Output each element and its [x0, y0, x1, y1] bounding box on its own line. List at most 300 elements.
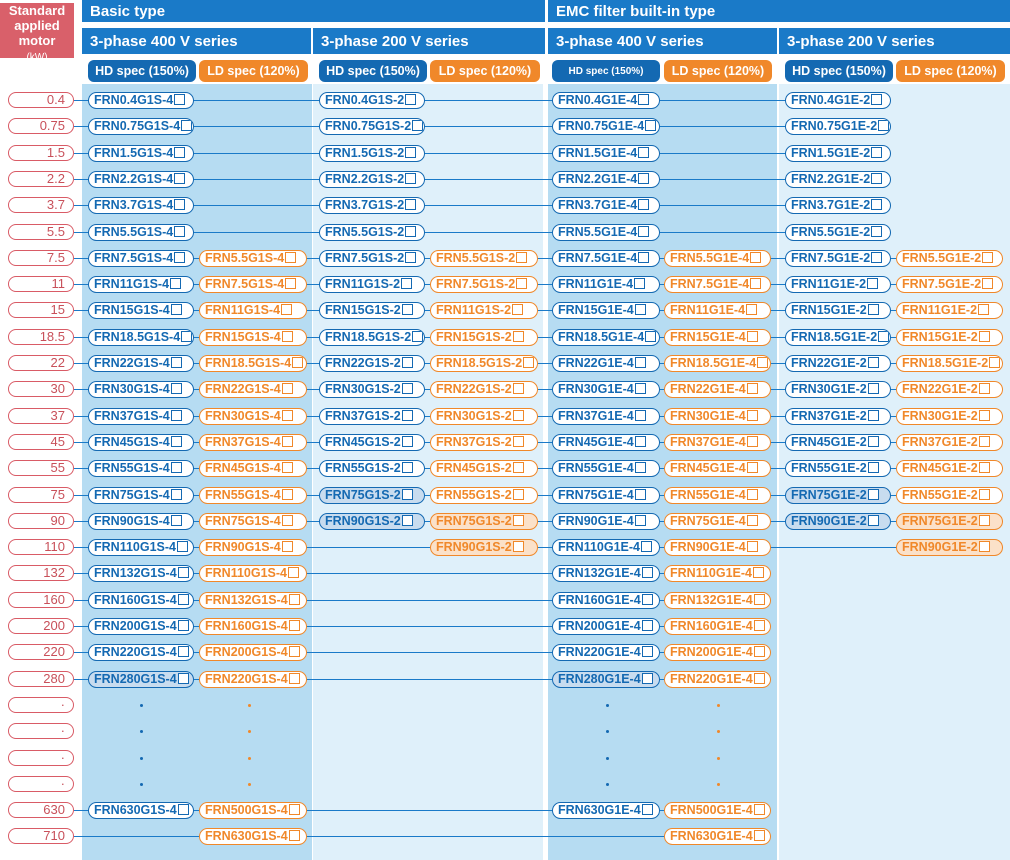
model-name: FRN45G1S-4: [205, 461, 281, 475]
model-name: FRN5.5G1S-4: [94, 225, 174, 239]
ld-model-pill: [199, 671, 307, 688]
model-name: FRN18.5G1E-2: [791, 330, 878, 344]
model-name: FRN0.4G1E-2: [791, 93, 871, 107]
ld-model-pill: [664, 302, 771, 319]
hd-model-pill: [785, 250, 891, 267]
option-box-icon: [754, 620, 765, 631]
option-box-icon: [979, 515, 990, 526]
model-name: FRN220G1E-4: [558, 645, 641, 659]
motor-kw-label: ·: [8, 697, 74, 713]
motor-kw-label: ·: [8, 723, 74, 739]
hd-model-pill: [785, 302, 891, 319]
continuation-dot-icon: [606, 730, 609, 733]
hd-model-pill: [552, 250, 660, 267]
hd-model-pill: [319, 434, 425, 451]
ld-model-pill: [896, 355, 1003, 372]
option-box-icon: [642, 804, 653, 815]
option-box-icon: [282, 515, 293, 526]
model-name: FRN7.5G1E-4: [558, 251, 638, 265]
series-basic-400: 3-phase 400 V series: [82, 28, 311, 54]
option-box-icon: [645, 120, 656, 131]
option-box-icon: [401, 278, 412, 289]
option-box-icon: [288, 567, 299, 578]
option-box-icon: [405, 226, 416, 237]
model-name: FRN22G1S-4: [205, 382, 281, 396]
hd-model-pill: [552, 276, 660, 293]
option-box-icon: [979, 462, 990, 473]
row-connector-line: [74, 232, 891, 233]
model-name: FRN55G1E-4: [558, 461, 634, 475]
option-box-icon: [402, 489, 413, 500]
hd-model-pill: [319, 513, 425, 530]
model-name: FRN30G1E-2: [791, 382, 867, 396]
motor-kw-label: 630: [8, 802, 74, 818]
option-box-icon: [982, 252, 993, 263]
option-box-icon: [635, 515, 646, 526]
hd-model-pill: [552, 618, 660, 635]
ld-model-pill: [430, 539, 538, 556]
model-name: FRN5.5G1S-4: [205, 251, 285, 265]
option-box-icon: [868, 304, 879, 315]
ld-model-pill: [896, 487, 1003, 504]
option-box-icon: [642, 594, 653, 605]
model-name: FRN18.5G1S-2: [436, 356, 523, 370]
hd-model-pill: [319, 355, 425, 372]
option-box-icon: [402, 304, 413, 315]
hd-model-pill: [552, 355, 660, 372]
hd-model-pill: [88, 592, 194, 609]
ld-model-pill: [664, 828, 771, 845]
option-box-icon: [512, 304, 523, 315]
option-box-icon: [753, 567, 764, 578]
continuation-dot-icon: [140, 757, 143, 760]
hd-model-pill: [552, 592, 660, 609]
option-box-icon: [754, 646, 765, 657]
model-name: FRN90G1E-2: [791, 514, 867, 528]
option-box-icon: [871, 147, 882, 158]
model-name: FRN5.5G1S-2: [436, 251, 516, 265]
ld-model-pill: [664, 460, 771, 477]
model-name: FRN3.7G1E-2: [791, 198, 871, 212]
option-box-icon: [402, 515, 413, 526]
model-name: FRN2.2G1S-4: [94, 172, 174, 186]
hd-spec-badge: HD spec (150%): [552, 60, 660, 82]
model-name: FRN200G1E-4: [670, 645, 753, 659]
model-name: FRN45G1S-2: [436, 461, 512, 475]
model-name: FRN18.5G1S-4: [205, 356, 292, 370]
motor-kw-label: 18.5: [8, 329, 74, 345]
ld-model-pill: [430, 513, 538, 530]
option-box-icon: [178, 594, 189, 605]
model-name: FRN45G1S-4: [94, 435, 170, 449]
option-box-icon: [747, 436, 758, 447]
option-box-icon: [174, 147, 185, 158]
model-name: FRN7.5G1E-2: [902, 277, 982, 291]
hd-model-pill: [319, 224, 425, 241]
model-name: FRN22G1S-2: [325, 356, 401, 370]
option-box-icon: [747, 383, 758, 394]
model-name: FRN22G1E-2: [902, 382, 978, 396]
model-name: FRN0.75G1S-2: [325, 119, 412, 133]
model-name: FRN220G1S-4: [94, 645, 177, 659]
option-box-icon: [405, 252, 416, 263]
hd-model-pill: [785, 408, 891, 425]
hd-model-pill: [88, 92, 194, 109]
option-box-icon: [979, 383, 990, 394]
option-box-icon: [174, 94, 185, 105]
hd-model-pill: [88, 171, 194, 188]
option-box-icon: [402, 462, 413, 473]
option-box-icon: [747, 489, 758, 500]
model-name: FRN500G1S-4: [205, 803, 288, 817]
model-name: FRN15G1E-2: [902, 330, 978, 344]
model-name: FRN45G1E-2: [791, 435, 867, 449]
option-box-icon: [402, 436, 413, 447]
motor-kw-label: 45: [8, 434, 74, 450]
ld-model-pill: [199, 592, 307, 609]
option-box-icon: [979, 489, 990, 500]
ld-model-pill: [430, 276, 538, 293]
row-connector-line: [74, 100, 891, 101]
option-box-icon: [289, 646, 300, 657]
ld-model-pill: [199, 276, 307, 293]
model-name: FRN0.4G1E-4: [558, 93, 638, 107]
option-box-icon: [638, 199, 649, 210]
option-box-icon: [405, 147, 416, 158]
model-name: FRN75G1S-4: [205, 514, 281, 528]
option-box-icon: [412, 331, 423, 342]
hd-model-pill: [785, 197, 891, 214]
model-name: FRN55G1E-2: [902, 488, 978, 502]
option-box-icon: [878, 120, 889, 131]
option-box-icon: [645, 331, 656, 342]
option-box-icon: [181, 120, 192, 131]
model-name: FRN45G1E-4: [670, 461, 746, 475]
model-name: FRN22G1S-2: [436, 382, 512, 396]
option-box-icon: [516, 252, 527, 263]
hd-model-pill: [552, 565, 660, 582]
model-name: FRN5.5G1E-2: [791, 225, 871, 239]
option-box-icon: [282, 541, 293, 552]
hd-model-pill: [88, 197, 194, 214]
hd-model-pill: [552, 644, 660, 661]
model-name: FRN1.5G1E-4: [558, 146, 638, 160]
option-box-icon: [282, 462, 293, 473]
model-name: FRN2.2G1E-4: [558, 172, 638, 186]
hd-model-pill: [88, 802, 194, 819]
hd-model-pill: [552, 224, 660, 241]
option-box-icon: [754, 804, 765, 815]
motor-kw-label: 280: [8, 671, 74, 687]
model-name: FRN0.4G1S-2: [325, 93, 405, 107]
model-name: FRN37G1S-4: [94, 409, 170, 423]
option-box-icon: [871, 94, 882, 105]
ld-model-pill: [664, 513, 771, 530]
model-name: FRN0.75G1E-2: [791, 119, 878, 133]
option-box-icon: [641, 541, 652, 552]
option-box-icon: [171, 462, 182, 473]
hd-model-pill: [88, 250, 194, 267]
model-name: FRN1.5G1E-2: [791, 146, 871, 160]
hd-model-pill: [88, 618, 194, 635]
option-box-icon: [635, 489, 646, 500]
option-box-icon: [292, 357, 303, 368]
series-emc-200: 3-phase 200 V series: [779, 28, 1010, 54]
model-name: FRN5.5G1E-2: [902, 251, 982, 265]
motor-kw-label: 15: [8, 302, 74, 318]
model-name: FRN30G1E-2: [902, 409, 978, 423]
model-name: FRN75G1E-2: [902, 514, 978, 528]
model-name: FRN75G1E-2: [791, 488, 867, 502]
model-name: FRN18.5G1E-2: [902, 356, 989, 370]
model-name: FRN90G1E-2: [902, 540, 978, 554]
model-name: FRN30G1S-4: [205, 409, 281, 423]
hd-model-pill: [552, 460, 660, 477]
row-connector-line: [74, 153, 891, 154]
hd-model-pill: [319, 408, 425, 425]
ld-model-pill: [430, 302, 538, 319]
ld-model-pill: [664, 644, 771, 661]
option-box-icon: [747, 541, 758, 552]
hd-model-pill: [552, 118, 660, 135]
model-name: FRN200G1S-4: [205, 645, 288, 659]
option-box-icon: [171, 304, 182, 315]
hd-model-pill: [319, 302, 425, 319]
hd-model-pill: [88, 539, 194, 556]
model-name: FRN0.4G1S-4: [94, 93, 174, 107]
hd-model-pill: [319, 487, 425, 504]
option-box-icon: [747, 515, 758, 526]
model-name: FRN18.5G1E-4: [670, 356, 757, 370]
ld-model-pill: [664, 565, 771, 582]
model-name: FRN75G1S-2: [436, 514, 512, 528]
ld-model-pill: [664, 250, 771, 267]
hd-model-pill: [785, 460, 891, 477]
model-name: FRN160G1S-4: [94, 593, 177, 607]
hd-model-pill: [785, 92, 891, 109]
option-box-icon: [402, 357, 413, 368]
continuation-dot-icon: [140, 730, 143, 733]
ld-model-pill: [199, 618, 307, 635]
option-box-icon: [747, 462, 758, 473]
model-name: FRN22G1E-4: [670, 382, 746, 396]
model-name: FRN7.5G1E-4: [670, 277, 750, 291]
basic-type-header: Basic type: [82, 0, 545, 22]
model-name: FRN30G1S-4: [94, 382, 170, 396]
model-name: FRN15G1E-2: [791, 303, 867, 317]
motor-kw-label: 132: [8, 565, 74, 581]
model-name: FRN5.5G1E-4: [670, 251, 750, 265]
option-box-icon: [868, 462, 879, 473]
model-name: FRN30G1S-2: [325, 382, 401, 396]
model-name: FRN37G1E-4: [558, 409, 634, 423]
ld-model-pill: [430, 408, 538, 425]
hd-model-pill: [552, 197, 660, 214]
hd-model-pill: [319, 329, 425, 346]
ld-model-pill: [199, 802, 307, 819]
ld-model-pill: [664, 802, 771, 819]
option-box-icon: [871, 226, 882, 237]
hd-model-pill: [785, 434, 891, 451]
model-name: FRN75G1S-2: [325, 488, 401, 502]
hd-model-pill: [552, 381, 660, 398]
option-box-icon: [638, 173, 649, 184]
ld-model-pill: [664, 276, 771, 293]
option-box-icon: [174, 252, 185, 263]
motor-kw-label: 160: [8, 592, 74, 608]
ld-model-pill: [199, 302, 307, 319]
hd-model-pill: [785, 224, 891, 241]
motor-kw-label: 30: [8, 381, 74, 397]
ld-model-pill: [199, 487, 307, 504]
option-box-icon: [171, 489, 182, 500]
ld-model-pill: [664, 408, 771, 425]
model-name: FRN110G1S-4: [94, 540, 176, 554]
model-name: FRN15G1S-2: [436, 330, 512, 344]
hd-model-pill: [319, 197, 425, 214]
model-name: FRN22G1S-4: [94, 356, 170, 370]
option-box-icon: [174, 173, 185, 184]
hd-model-pill: [88, 302, 194, 319]
hd-model-pill: [785, 329, 891, 346]
series-emc-400: 3-phase 400 V series: [548, 28, 777, 54]
option-box-icon: [638, 147, 649, 158]
model-name: FRN110G1E-4: [670, 566, 752, 580]
model-name: FRN55G1E-2: [791, 461, 867, 475]
option-box-icon: [285, 278, 296, 289]
option-box-icon: [634, 278, 645, 289]
series-basic-200: 3-phase 200 V series: [313, 28, 545, 54]
standard-applied-motor-header: Standard applied motor (kW): [0, 3, 74, 58]
model-name: FRN7.5G1E-2: [791, 251, 871, 265]
option-box-icon: [642, 567, 653, 578]
option-box-icon: [282, 436, 293, 447]
option-box-icon: [746, 304, 757, 315]
option-box-icon: [989, 357, 1000, 368]
ld-model-pill: [896, 250, 1003, 267]
option-box-icon: [405, 199, 416, 210]
hd-model-pill: [88, 644, 194, 661]
model-name: FRN75G1S-4: [94, 488, 170, 502]
option-box-icon: [513, 383, 524, 394]
hd-model-pill: [785, 145, 891, 162]
motor-kw-label: ·: [8, 750, 74, 766]
option-box-icon: [635, 462, 646, 473]
option-box-icon: [750, 278, 761, 289]
model-name: FRN45G1E-2: [902, 461, 978, 475]
option-box-icon: [285, 252, 296, 263]
model-name: FRN37G1E-4: [670, 435, 746, 449]
option-box-icon: [754, 673, 765, 684]
hd-spec-badge: HD spec (150%): [785, 60, 893, 82]
ld-model-pill: [199, 250, 307, 267]
model-name: FRN15G1S-4: [94, 303, 170, 317]
ld-model-pill: [664, 434, 771, 451]
hd-model-pill: [88, 145, 194, 162]
model-name: FRN55G1S-2: [436, 488, 512, 502]
continuation-dot-icon: [717, 783, 720, 786]
ld-model-pill: [199, 381, 307, 398]
model-name: FRN15G1S-4: [205, 330, 281, 344]
option-box-icon: [170, 278, 181, 289]
ld-model-pill: [664, 592, 771, 609]
ld-model-pill: [896, 539, 1003, 556]
hd-model-pill: [552, 329, 660, 346]
motor-kw-label: 3.7: [8, 197, 74, 213]
hd-model-pill: [88, 118, 194, 135]
ld-model-pill: [430, 381, 538, 398]
hd-model-pill: [88, 329, 194, 346]
option-box-icon: [638, 94, 649, 105]
option-box-icon: [638, 226, 649, 237]
hd-model-pill: [552, 302, 660, 319]
model-name: FRN2.2G1S-2: [325, 172, 405, 186]
hd-model-pill: [785, 487, 891, 504]
model-name: FRN15G1E-4: [670, 330, 746, 344]
model-name: FRN0.75G1S-4: [94, 119, 181, 133]
option-box-icon: [513, 489, 524, 500]
hd-model-pill: [552, 802, 660, 819]
ld-model-pill: [664, 671, 771, 688]
option-box-icon: [405, 94, 416, 105]
model-name: FRN45G1S-2: [325, 435, 401, 449]
hd-model-pill: [88, 460, 194, 477]
model-name: FRN18.5G1S-4: [94, 330, 181, 344]
motor-kw-label: 2.2: [8, 171, 74, 187]
model-name: FRN90G1S-2: [436, 540, 512, 554]
continuation-dot-icon: [606, 783, 609, 786]
option-box-icon: [405, 173, 416, 184]
hd-model-pill: [319, 171, 425, 188]
option-box-icon: [513, 541, 524, 552]
option-box-icon: [868, 489, 879, 500]
hd-model-pill: [552, 539, 660, 556]
model-name: FRN7.5G1S-2: [436, 277, 516, 291]
model-name: FRN5.5G1E-4: [558, 225, 638, 239]
model-name: FRN160G1E-4: [558, 593, 641, 607]
option-box-icon: [757, 357, 768, 368]
option-box-icon: [979, 436, 990, 447]
option-box-icon: [754, 594, 765, 605]
hd-model-pill: [319, 145, 425, 162]
option-box-icon: [642, 620, 653, 631]
option-box-icon: [642, 673, 653, 684]
option-box-icon: [868, 410, 879, 421]
hd-model-pill: [88, 487, 194, 504]
hd-model-pill: [552, 145, 660, 162]
ld-model-pill: [896, 460, 1003, 477]
ld-model-pill: [664, 355, 771, 372]
continuation-dot-icon: [606, 757, 609, 760]
model-name: FRN37G1S-2: [325, 409, 401, 423]
option-box-icon: [513, 331, 524, 342]
hd-spec-badge: HD spec (150%): [319, 60, 427, 82]
option-box-icon: [750, 252, 761, 263]
option-box-icon: [516, 278, 527, 289]
option-box-icon: [282, 410, 293, 421]
motor-kw-label: 220: [8, 644, 74, 660]
hd-model-pill: [552, 434, 660, 451]
option-box-icon: [868, 383, 879, 394]
model-name: FRN3.7G1E-4: [558, 198, 638, 212]
hd-model-pill: [319, 276, 425, 293]
model-name: FRN90G1E-4: [558, 514, 634, 528]
option-box-icon: [747, 410, 758, 421]
ld-model-pill: [896, 276, 1003, 293]
motor-kw-label: 22: [8, 355, 74, 371]
ld-model-pill: [199, 329, 307, 346]
ld-model-pill: [199, 460, 307, 477]
